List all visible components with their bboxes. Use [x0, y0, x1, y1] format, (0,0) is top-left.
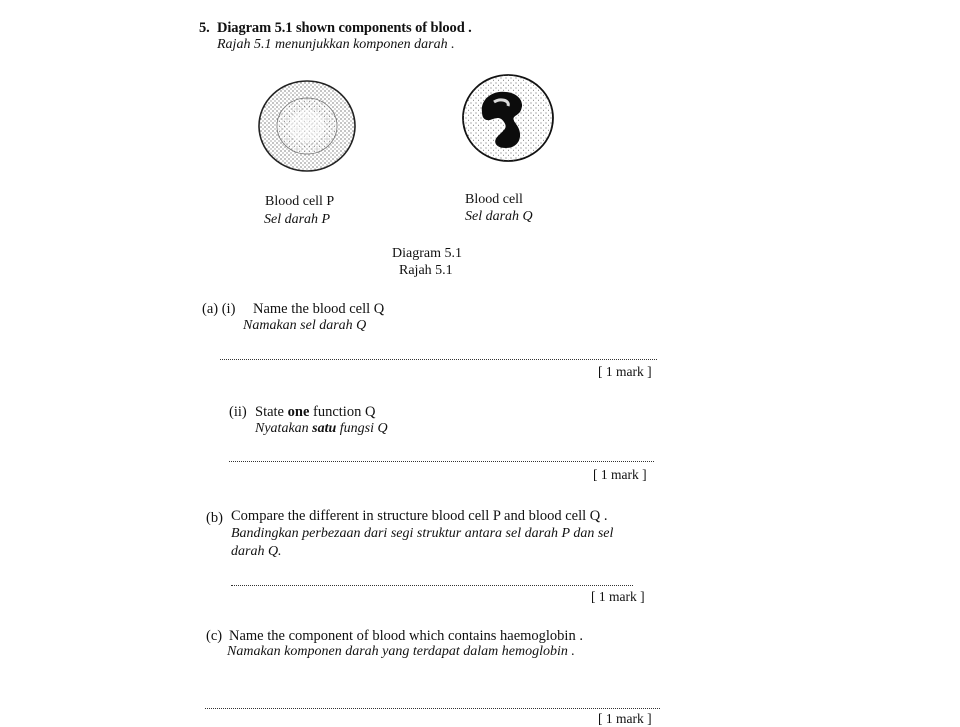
- part-c-question-malay: Namakan komponen darah yang terdapat dalam hemoglobin .: [227, 644, 575, 659]
- part-a2-malay-bold: satu: [312, 421, 337, 436]
- part-a2-answer-line[interactable]: [229, 461, 654, 462]
- question-number: 5.: [199, 20, 210, 36]
- cell-p-label-malay: Sel darah P: [264, 212, 331, 227]
- question-title-malay: Rajah 5.1 menunjukkan komponen darah .: [217, 37, 455, 52]
- part-b-prefix: (b): [206, 510, 223, 526]
- part-a2-malay-start: Nyatakan: [255, 421, 313, 436]
- part-a-question-malay: Namakan sel darah Q: [243, 318, 367, 333]
- part-c-mark: [ 1 mark ]: [598, 711, 652, 726]
- part-a2-question-malay: [255, 421, 388, 437]
- part-a2-mark: [ 1 mark ]: [593, 467, 647, 482]
- diagram-caption: Diagram 5.1: [392, 246, 462, 261]
- part-c-question: Name the component of blood which contains haemoglobin .: [229, 628, 583, 644]
- part-a2-question-end: function Q: [309, 404, 376, 420]
- question-title: Diagram 5.1 shown components of blood .: [217, 20, 472, 36]
- part-a-answer-line[interactable]: [220, 359, 657, 360]
- cell-q-label-malay: Sel darah Q: [465, 209, 533, 224]
- cell-p-label: Blood cell P: [265, 194, 335, 209]
- part-a2-malay-end: fungsi Q: [336, 421, 388, 436]
- part-a2-question-bold: one: [287, 404, 310, 420]
- part-b-question: Compare the different in structure blood cell P and blood cell Q .: [231, 508, 608, 524]
- part-a2-prefix: (ii): [229, 404, 247, 420]
- part-a-mark: [ 1 mark ]: [598, 364, 652, 379]
- part-a-question: Name the blood cell Q: [253, 301, 385, 317]
- blood-cell-q-image: [460, 72, 556, 164]
- part-c-prefix: (c): [206, 628, 223, 644]
- cell-q-label: Blood cell: [465, 192, 523, 207]
- diagram-caption-malay: Rajah 5.1: [399, 263, 453, 278]
- part-c-answer-line[interactable]: [205, 708, 660, 709]
- part-a2-question-start: State: [255, 404, 288, 420]
- part-a2-question: [255, 404, 375, 420]
- part-b-question-malay-line2: darah Q.: [231, 544, 282, 559]
- part-b-answer-line[interactable]: [231, 585, 633, 586]
- part-b-mark: [ 1 mark ]: [591, 589, 645, 604]
- part-a-prefix: (a) (i): [202, 301, 236, 317]
- blood-cell-p-image: [256, 78, 358, 174]
- part-b-question-malay-line1: Bandingkan perbezaan dari segi struktur antara sel darah P dan sel: [231, 526, 614, 541]
